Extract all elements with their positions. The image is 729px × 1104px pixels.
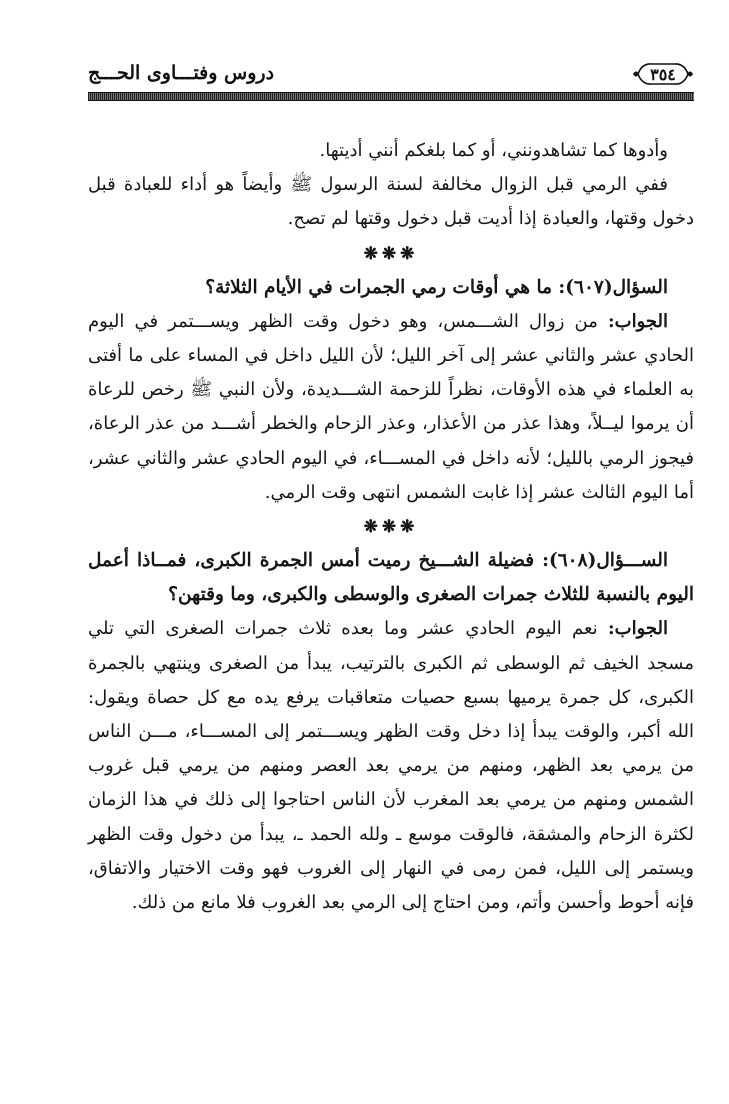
- paragraph: ففي الرمي قبل الزوال مخالفة لسنة الرسول ﷺ وأيضاً هو أداء للعبادة قبل دخول وقتها، والعبادة إذا أديت قبل دخول وقتها لم تصح.: [88, 174, 694, 230]
- header-rule: [88, 92, 694, 101]
- answer-paragraph: [88, 612, 694, 920]
- section-separator: ❋❋❋: [363, 517, 419, 538]
- paragraph: وأدوها كما تشاهدونني، أو كما بلغكم أنني أديتها.: [319, 140, 668, 161]
- answer-label: الجواب:: [607, 618, 668, 640]
- answer-text: من زوال الشـــمس، وهو دخول وقت الظهر ويســـتمر في اليوم الحادي عشر والثاني عشر إلى آخر الليل؛ لأن الليل داخل في المساء على ما أفتى به العلماء في هذه الأوقات، نظراً للزحمة الشـــديدة، ولأن النبي ﷺ رخص للرعاة أن يرموا ليــلاً، وهذا عذر من الأعذار، وعذر الزحام والخطر أشـــد من عذر الرعاة، فيجوز الرمي بالليل؛ لأنه داخل في المســـاء، في اليوم الحادي عشر والثاني عشر، أما اليوم الثالث عشر إذا غابت الشمس انتهى وقت الرمي.: [88, 310, 694, 503]
- page-header: [88, 58, 694, 94]
- answer-label: الجواب:: [608, 310, 668, 332]
- page-number-ornament: [632, 60, 694, 88]
- running-title: دروس وفتـــاوى الحـــج: [88, 62, 275, 84]
- question-heading: السؤال(٦٠٧): ما هي أوقات رمي الجمرات في الأيام الثلاثة؟: [205, 276, 668, 298]
- page-body: [88, 134, 694, 920]
- page-number: ٣٥٤: [650, 64, 676, 84]
- section-separator: ❋❋❋: [363, 243, 419, 264]
- answer-text: نعم اليوم الحادي عشر وما بعده ثلاث جمرات الصغرى التي تلي مسجد الخيف ثم الوسطى ثم الكبرى بالترتيب، يبدأ من الصغرى وينتهي بالجمرة الكبرى، كل جمرة يرميها بسبع حصيات متعاقبات يرفع يده مع كل حصاة ويقول: الله أكبر، والوقت يبدأ إذا دخل وقت الظهر ويســـتمر إلى المســـاء، مـــن الناس من يرمي بعد الظهر، ومنهم من يرمي بعد العصر ومنهم من يرمي قبل غروب الشمس ومنهم من يرمي بعد المغرب لأن الناس احتاجوا إلى ذلك في هذا الزمان لكثرة الزحام والمشقة، فالوقت موسع ـ ولله الحمد ـ، يبدأ من دخول وقت الظهر ويستمر إلى الليل، فمن رمى في النهار إلى الغروب فهو وقت الاختيار والاتفاق، فإنه أحوط وأحسن وأتم، ومن احتاج إلى الرمي بعد الغروب فلا مانع من ذلك.: [88, 618, 694, 914]
- answer-paragraph: [88, 305, 694, 510]
- question-heading: الســـؤال(٦٠٨): فضيلة الشـــيخ رميت أمس الجمرة الكبرى، فمــاذا أعمل اليوم بالنسبة للثلاث جمرات الصغرى والوسطى والكبرى، وما وقتهن؟: [88, 550, 694, 606]
